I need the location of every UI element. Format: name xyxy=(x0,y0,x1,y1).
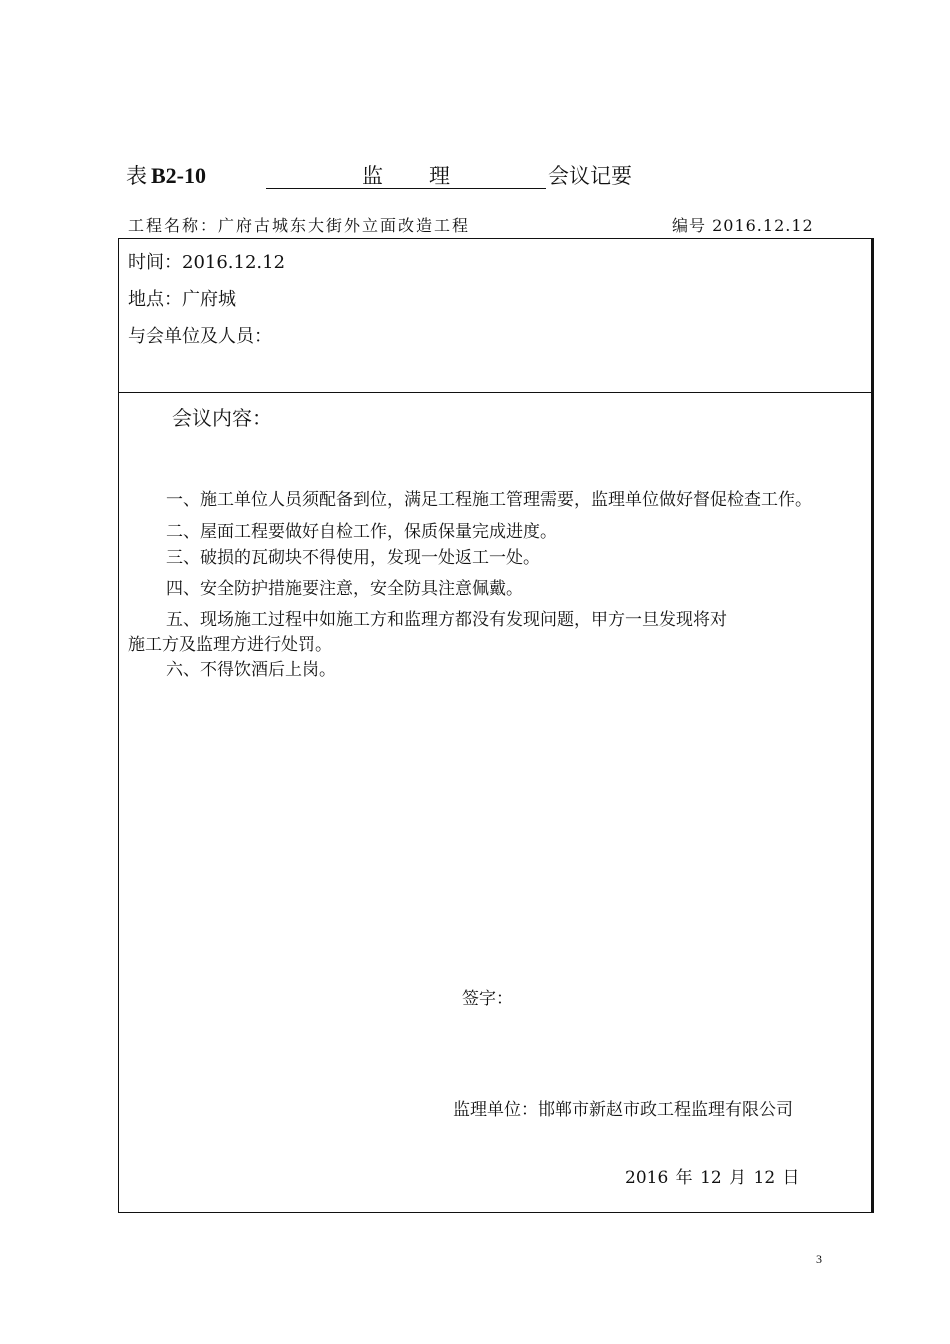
content-item: 一、施工单位人员须配备到位，满足工程施工管理需要，监理单位做好督促检查工作。 xyxy=(166,490,812,510)
table-divider xyxy=(118,392,874,393)
form-code-id: B2-10 xyxy=(151,163,206,188)
content-item: 六、不得饮酒后上岗。 xyxy=(166,660,336,680)
content-item: 五、现场施工过程中如施工方和监理方都没有发现问题，甲方一旦发现将对 xyxy=(166,610,727,630)
content-item: 二、屋面工程要做好自检工作，保质保量完成进度。 xyxy=(166,522,557,542)
meeting-attendees: 与会单位及人员： xyxy=(128,326,272,347)
content-item: 四、安全防护措施要注意，安全防具注意佩戴。 xyxy=(166,579,523,599)
meeting-table xyxy=(118,238,874,1213)
title-underline-field xyxy=(266,160,546,189)
page-number: 3 xyxy=(816,1252,822,1266)
serial-number: 编号 2016.12.12 xyxy=(672,216,814,235)
meeting-location: 地点：广府城 xyxy=(128,289,236,310)
project-name: 工程名称：广府古城东大街外立面改造工程 xyxy=(128,216,471,235)
sign-label: 签字： xyxy=(462,989,513,1009)
content-heading: 会议内容： xyxy=(172,406,272,430)
title-char-1: 监 xyxy=(362,164,383,188)
supervisor-unit: 监理单位：邯郸市新赵市政工程监理有限公司 xyxy=(453,1100,793,1120)
form-code xyxy=(126,160,206,190)
content-item-continuation: 施工方及监理方进行处罚。 xyxy=(128,635,332,655)
title-char-2: 理 xyxy=(429,164,450,188)
sign-date: 2016 年 12 月 12 日 xyxy=(625,1168,800,1188)
content-item: 三、破损的瓦砌块不得使用，发现一处返工一处。 xyxy=(166,548,540,568)
meeting-time: 时间：2016.12.12 xyxy=(128,252,286,273)
form-code-prefix: 表 xyxy=(126,164,147,188)
document-title: 会议记要 xyxy=(548,164,632,188)
